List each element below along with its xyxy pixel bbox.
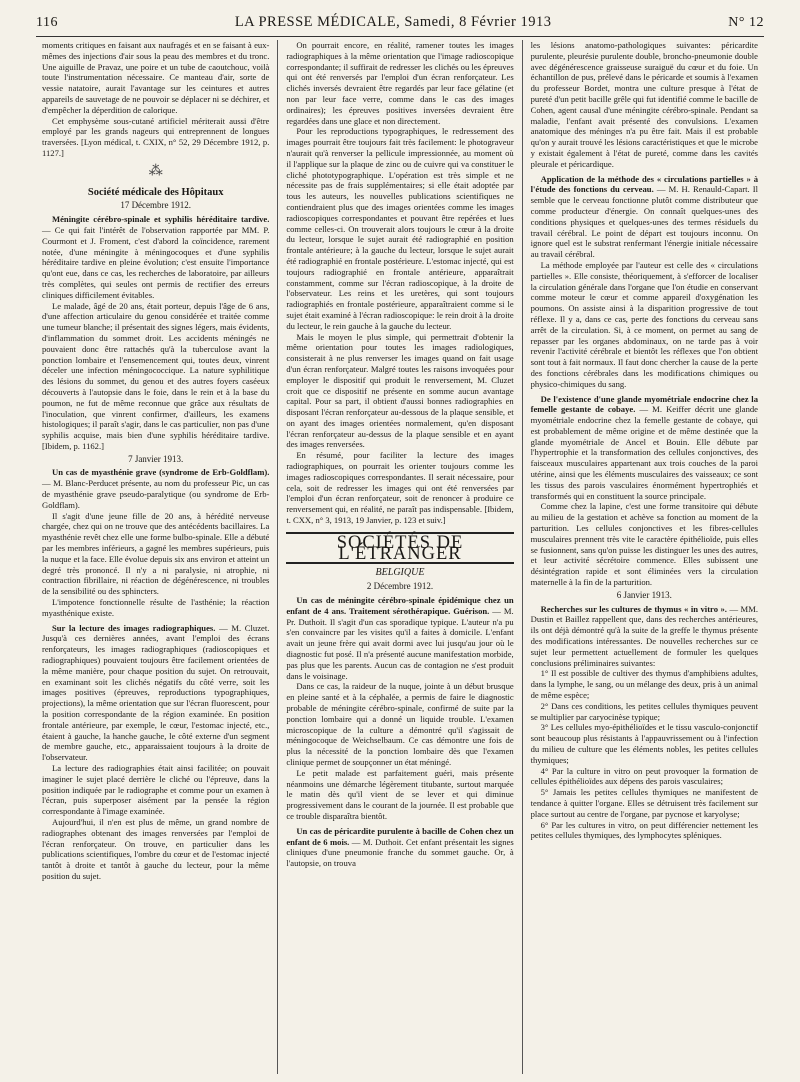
paragraph: En résumé, pour faciliter la lecture des images radiographiques, on pourrait les orienter toujours comme les images radioscopiques correspondantes. Il serait nécessaire, pour cela, soit de redresser les images qui ont été renversées par l'emploi d'un écran renforçateur, soit de renoncer à produire ce renversement qui, en réalité, ne paraît pas indispensable. [Ibidem, t. CXX, n° 3, 1913, 19 Janvier, p. 123 et suiv.] <box>286 450 514 526</box>
paragraph: Le malade, âgé de 20 ans, était porteur, depuis l'âge de 6 ans, d'une affection articulaire du genou considérée et traitée comme une tumeur blanche; il présentait des signes légers, mais évidents, d'inflammation du sommet droit. Les accidents méningés ne pouvaient donc être rattachés qu'à la tuberculose avant la ponction lombaire et l'ensemencement qui, toutes deux, vinrent déceler une infection méningococcique. La nature syphilitique des lésions du sommet, du genou et des autres foyers caséeux découverts à l'autopsie dans le foie, dans le rein et à la base du poumon, ne fut de même reconnue que grâce aux résultats de l'inoculation, que vinrent confirmer, d'ailleurs, les examens histologiques; il paraît s'agir, dans le cas particulier, non pas d'une syphilis acquise, mais bien d'une syphilis héréditaire tardive. [Ibidem, p. 1162.] <box>42 300 270 451</box>
paragraph: Cet emphysème sous-cutané artificiel mériterait aussi d'être employé par les grands nageurs qui entreprennent de longues traversées. [Lyon médical, t. CXIX, n° 52, 29 Décembre 1912, p. 1127.] <box>42 115 270 158</box>
paragraph: L'impotence fonctionnelle résulte de l'asthénie; la réaction myasthénique existe. <box>42 597 270 618</box>
article-text: — MM. Dustin et Baillez rappellent que, dans des recherches antérieures, ils ont déjà démontré qu'à la suite de la greffe le thymus présente des modifications intéressantes. De nouvelles recherches sur ce sujet leur permettent actuellement de formuler les quelques conclusions préliminaires suivantes: <box>530 603 758 668</box>
country-heading: BELGIQUE <box>375 567 425 579</box>
list-item: 4° Par la culture in vitro on peut provoquer la formation de cellules épithélioïdes aux dépens des parois vasculaires; <box>530 765 758 787</box>
article <box>286 595 513 681</box>
list-item: 2° Dans ces conditions, les petites cellules thymiques peuvent se multiplier par caryocinèse typique; <box>530 700 758 722</box>
section-title: Société médicale des Hôpitaux <box>87 186 224 198</box>
paragraph: Il s'agit d'une jeune fille de 20 ans, à hérédité nerveuse chargée, chez qui on ne trouve que des antécédents bacillaires. La myasthénie revêt chez elle une forme bulbo-spinale. Elle a débuté par les membres inférieurs, a gagné les membres supérieurs, puis la nuque et la face. Elle évolue depuis six ans environ et atteint un degré très prononcé. Il n'y a ni paralysie, ni atrophie, ni contraction fibrillaire, ni réaction de dégénérescence, ni troubles de la sensibilité ou des sphincters. <box>42 510 270 597</box>
session-date: 2 Décembre 1912. <box>366 581 434 592</box>
article <box>42 467 269 510</box>
column-3 <box>525 40 764 1074</box>
paragraph: La méthode employée par l'auteur est celle des « circulations partielles ». Elle consiste, théoriquement, à s'efforcer de localiser la circulation générale dans l'organe que l'on étudie en conservant comme moteur le cœur et comme appareil d'oxygénation les poumons. On assiste ainsi à la disparition progressive de tout réflexe. Il y a, dans ce cas, perte des fonctions du cerveau sans arrêt de la circulation. Si, à ce moment, on permet au sang de repasser par les organes abdominaux, on ne tarde pas à voir revenir l'activité cérébrale et bientôt les réflexes que l'on obtient sont tout à fait normaux. Il faut donc chercher la cause de la perte des fonctions cérébrales dans les modifications chimiques ou physico-chimiques du sang. <box>530 259 758 389</box>
paragraph: Aujourd'hui, il n'en est plus de même, un grand nombre de radiographes obtenant des images renversées par l'emploi de l'écran renforçateur. On trouve, en particulier dans les publications scientifiques, l'ombre du cœur et de l'estomac injecté tantôt à droite et tantôt à gauche du lecteur, pour la même position du sujet. <box>42 816 270 881</box>
paragraph: On pourrait encore, en réalité, ramener toutes les images radiographiques à la même orientation que l'image radioscopique correspondante; il suffirait de redresser les clichés ou les épreuves qui ont été renversés par l'emploi d'un écran renforçateur. Les clichés inversés devraient être regardés par leur face gélatine (et non par leur face verre, comme dans le cas des images ordinaires); les épreuves positives inversées devraient être regardées dans une glace et non directement. <box>286 40 514 126</box>
article <box>531 394 758 502</box>
article-title: Un cas de péricardite purulente à bacille de Cohen chez un enfant de 6 mois. <box>286 825 514 847</box>
article <box>42 214 269 300</box>
paragraph: Le petit malade est parfaitement guéri, mais présente néanmoins une démarche légèrement titubante, surtout marquée le matin dès qu'il vient de se lever et qui diminue progressivement dans le courant de la journée. Il est probable que ce trouble disparaîtra bientôt. <box>286 767 514 821</box>
column-divider <box>277 40 278 1074</box>
session-date: 7 Janvier 1913. <box>128 453 184 464</box>
paragraph: moments critiques en faisant aux naufragés et en se faisant à eux-mêmes des injections d'air sous la peau des membres et du tronc. Une aiguille de Pravaz, une poire et un tube de caoutchouc, voilà toute l'instrumentation nécessaire. Ce manteau d'air, sorte de vessie natatoire, aurait l'avantage sur les ceintures et autres appareils de sauvetage de ne pouvoir se déplacer ni se déchirer, et d'empêcher la déperdition de calorique. <box>42 40 270 115</box>
article-title: Sur la lecture des images radiographiques. <box>52 622 216 633</box>
list-item: 5° Jamais les petites cellules thymiques ne manifestent de tendance à quitter l'organe. Elles se détruisent très facilement sur place surtout au centre de l'organe, par pycnose et karyolyse; <box>530 787 758 819</box>
session-date: 6 Janvier 1913. <box>616 589 672 600</box>
paragraph: La lecture des radiographies était ainsi facilitée; on pouvait imaginer le sujet placé derrière le cliché ou l'épreuve, dans la position indiquée par le radiographe et comme pour un examen à l'écran, puis superposer aisément par la pensée la région correspondante à l'image examinée. <box>42 763 270 817</box>
paragraph: les lésions anatomo-pathologiques suivantes: péricardite purulente, pleurésie purulente double, broncho-pneumonie double avec dégénérescence graisseuse suraiguë du cœur et du foie. Un échantillon de pus, prélevé dans le péricarde et soumis à l'examen du professeur Bordet, montra une culture presque à l'état de pureté d'un petit bacille grêle qui fut identifié comme le bacille de Cohen, agent causal d'une méningite cérébro-spinale. Pendant sa maladie, l'enfant avait présenté des convulsions. L'examen anatomique des méninges n'a pu être fait. Mais il est probable qu'on y aurait trouvé les lésions caractéristiques et que le microbe y existait également à l'état de pureté, comme dans les cavités pleurale et péricardique. <box>530 40 758 169</box>
article-text: — M. H. Renauld-Capart. Il semble que le cerveau fonctionne plutôt comme distributeur que comme producteur d'énergie. On connaît quelques-unes des conditions physiques et quelques-unes des termes résiduels du travail cérébral. Le point de départ est toujours inconnu. On ignore quel est le substrat renfermant l'énergie initiale nécessaire au travail cérébral. <box>530 184 759 260</box>
article <box>42 623 269 763</box>
paragraph: Mais le moyen le plus simple, qui permettrait d'obtenir la même orientation pour toutes les images radiologiques, consisterait à ne plus renverser les images quand on fait usage d'un écran renforçateur. Malgré toutes les raisons invoquées pour employer le dispositif qui produit le renversement, M. Cluzet croit que ce dispositif ne présente en somme aucun avantage capital. Pour sa part, il obtient d'aussi bonnes radiographies en disposant l'écran renforçateur au-dessous de la plaque sensible, et on ayant des images orientées normalement, qu'en disposant l'écran renforçateur au-dessus de la plaque sensible et en ayant des images renversées. <box>286 331 514 450</box>
article-title: Un cas de méningite cérébro-spinale épidémique chez un enfant de 4 ans. Traitement sérothérapique. Guérison. <box>286 595 514 616</box>
paragraph: Pour les reproductions typographiques, le redressement des images pourrait être toujours fait très facilement: le photograveur n'aurait qu'à renverser la pellicule impressionnée, au moment où il l'applique sur la plaque de zinc ou de cuivre qui va constituer le cliché phototypographique. L'opération est très simple et ne nécessite pas de frais supplémentaires; si elle était adoptée par tous les auteurs, les nouvelles publications scientifiques ne contiendraient plus que des images orientées comme les images radioscopiques correspondantes et pouvant être repérées et lues comme celles-ci. On trouverait alors toujours le cœur à la droite du lecteur, lorsque le sujet aurait été radiographié en position frontale antérieure; à la gauche du lecteur, lorsque le sujet aurait été radiographié en frontale postérieure. L'estomac injecté, qui est toujours radiographié en frontale antérieure, apparaîtrait constamment, comme sur l'écran radioscopique, à la droite de l'observateur. Les reins et les uretères, qui sont toujours radiographiés en frontale postérieure, apparaîtraient comme si le sujet était examiné à l'écran radioscopique: le rein droit à la droite du lecteur, le rein gauche à la gauche du lecteur. <box>286 126 514 331</box>
article-title: De l'existence d'une glande myométriale endocrine chez la femelle gestante de cobaye. <box>530 393 758 415</box>
article <box>531 604 758 669</box>
article-text: — M. Blanc-Perducet présente, au nom du professeur Pic, un cas de myasthénie grave pseudo-paralytique (ou syndrome de Erb-Goldflam). <box>42 478 270 510</box>
article-title: Application de la méthode des « circulations partielles » à l'étude des fonctions du cerveau. <box>530 173 758 195</box>
article <box>286 826 513 869</box>
list-item: 6° Par les cultures in vitro, on peut différencier nettement les petites cellules thymiques, des lymphocytes spléniques. <box>530 819 758 841</box>
journal-title: LA PRESSE MÉDICALE, Samedi, 8 Février 1913 <box>234 14 552 30</box>
article-title: Un cas de myasthénie grave (syndrome de Erb-Goldflam). <box>52 467 270 478</box>
page-header <box>36 14 764 36</box>
article-text: — M. Duthoit. Cet enfant présentait les signes cliniques d'une pneumonie franche du sommet gauche. Or, à l'autopsie, on trouva <box>286 836 514 869</box>
session-date: 17 Décembre 1912. <box>120 200 192 211</box>
article-text: — Ce qui fait l'intérêt de l'observation rapportée par MM. P. Courmont et J. Froment, c'est d'abord la coïncidence, rarement notée, d'une méningite à méningocoques et d'une syphilis héréditaire tardive en pleine évolution; c'est ensuite l'importance qu'ont eue, dans ce cas, les recherches de laboratoire, par ailleurs très complètes, qui seules ont permis de rectifier des erreurs cliniques difficilement évitables. <box>42 224 270 300</box>
section-banner: SOCIÉTÉS DE L'ÉTRANGER <box>286 532 513 565</box>
column-1 <box>36 40 275 1074</box>
column-divider <box>522 40 523 1074</box>
issue-number: N° 12 <box>728 15 764 30</box>
column-2 <box>280 40 519 1074</box>
header-rule <box>36 36 764 37</box>
columns <box>36 40 764 1074</box>
article-title: Recherches sur les cultures de thymus « in vitro ». <box>540 603 727 614</box>
article-text: — M. Pr. Duthoit. Il s'agit d'un cas sporadique typique. L'auteur n'a pu s'en convaincre par les visites qu'il a faites à domicile. L'enfant avait un jeune frère qui avait dormi avec lui jusqu'au jour où le diagnostic fut posé. Il n'a présenté aucune manifestation morbide, pas plus que les parents. Aucun cas de contagion ne s'est produit dans le voisinage. <box>286 605 514 681</box>
paragraph: Dans ce cas, la raideur de la nuque, jointe à un début brusque en pleine santé et à la céphalée, a permis de faire le diagnostic probable de méningite cérébro-spinale, confirmé de suite par la ponction lombaire qui a donné un liquide trouble. L'examen microscopique de la culture a démontré qu'il s'agissait de méningocoque de Weichselbaum. Ce cas démontre une fois de plus la nécessité de la ponction lombaire dès que l'examen clinique permet de soupçonner un état méningé. <box>286 681 514 767</box>
paragraph: Comme chez la lapine, c'est une forme transitoire qui débute au milieu de la gestation et achève sa fonction au moment de la parturition. Les cellules conjonctives et les fibres-cellules musculaires prennent très vite le caractère épithélioïde, puis elles se fusionnent, sans qu'on puisse les distinguer les unes des autres, et leur activité sécrétoire commence. Elles subissent une désintégration rapide et sont éliminées vers la circulation maternelle à la fin de la parturition. <box>530 501 758 588</box>
list-item: 3° Les cellules myo-épithélioïdes et le tissu vasculo-conjonctif sont beaucoup plus résistants à l'appauvrissement ou à l'infection du milieu de culture que les éléments nobles, les petites cellules thymiques; <box>530 722 758 765</box>
asterism-ornament: ⁂ <box>148 163 163 179</box>
article-text: — M. Keiffer décrit une glande myométriale endocrine chez la femelle gestante de cobaye, qui est probablement de même origine et de même destinée que la glande myométriale de Ancel et Bouin. Elle débute par l'hypertrophie et la transformation des cellules conjonctives, des faisceaux musculaires appartenant aux trois couches de la paroi utérine, ainsi que les éléments musculaires des vaisseaux; ce sont les tissus des parois vasculaires énormément hypertrophiés et transformés qui en constituent la source principale. <box>530 404 758 501</box>
page-number: 116 <box>36 15 58 30</box>
article-title: Méningite cérébro-spinale et syphilis héréditaire tardive. <box>52 214 270 225</box>
list-item: 1° Il est possible de cultiver des thymus d'amphibiens adultes, dans la lymphe, le sang, ou un mélange des deux, pris à un animal de même espèce; <box>530 668 758 701</box>
article <box>531 174 758 260</box>
article-text: — M. Cluzet. Jusqu'à ces dernières années, avant l'emploi des écrans renforçateurs, les images radiographiques (radioscopiques et radiographiques) pouvaient toujours être facilement orientées de la même manière, pour chaque position du sujet. On retrouvait, en examinant soit les clichés négatifs du côté verre, soit les images positives (épreuves, reproductions typographiques, projections), la même orientation que sur l'écran fluorescent, pour la position correspondante de la région examinée. En position frontale antérieure, par exemple, le cœur, l'estomac injecté, etc., étaient à gauche, la hanche gauche, le côté externe d'un segment de membre gauche, etc., apparaissaient toujours à la droite de l'observateur. <box>42 622 270 763</box>
